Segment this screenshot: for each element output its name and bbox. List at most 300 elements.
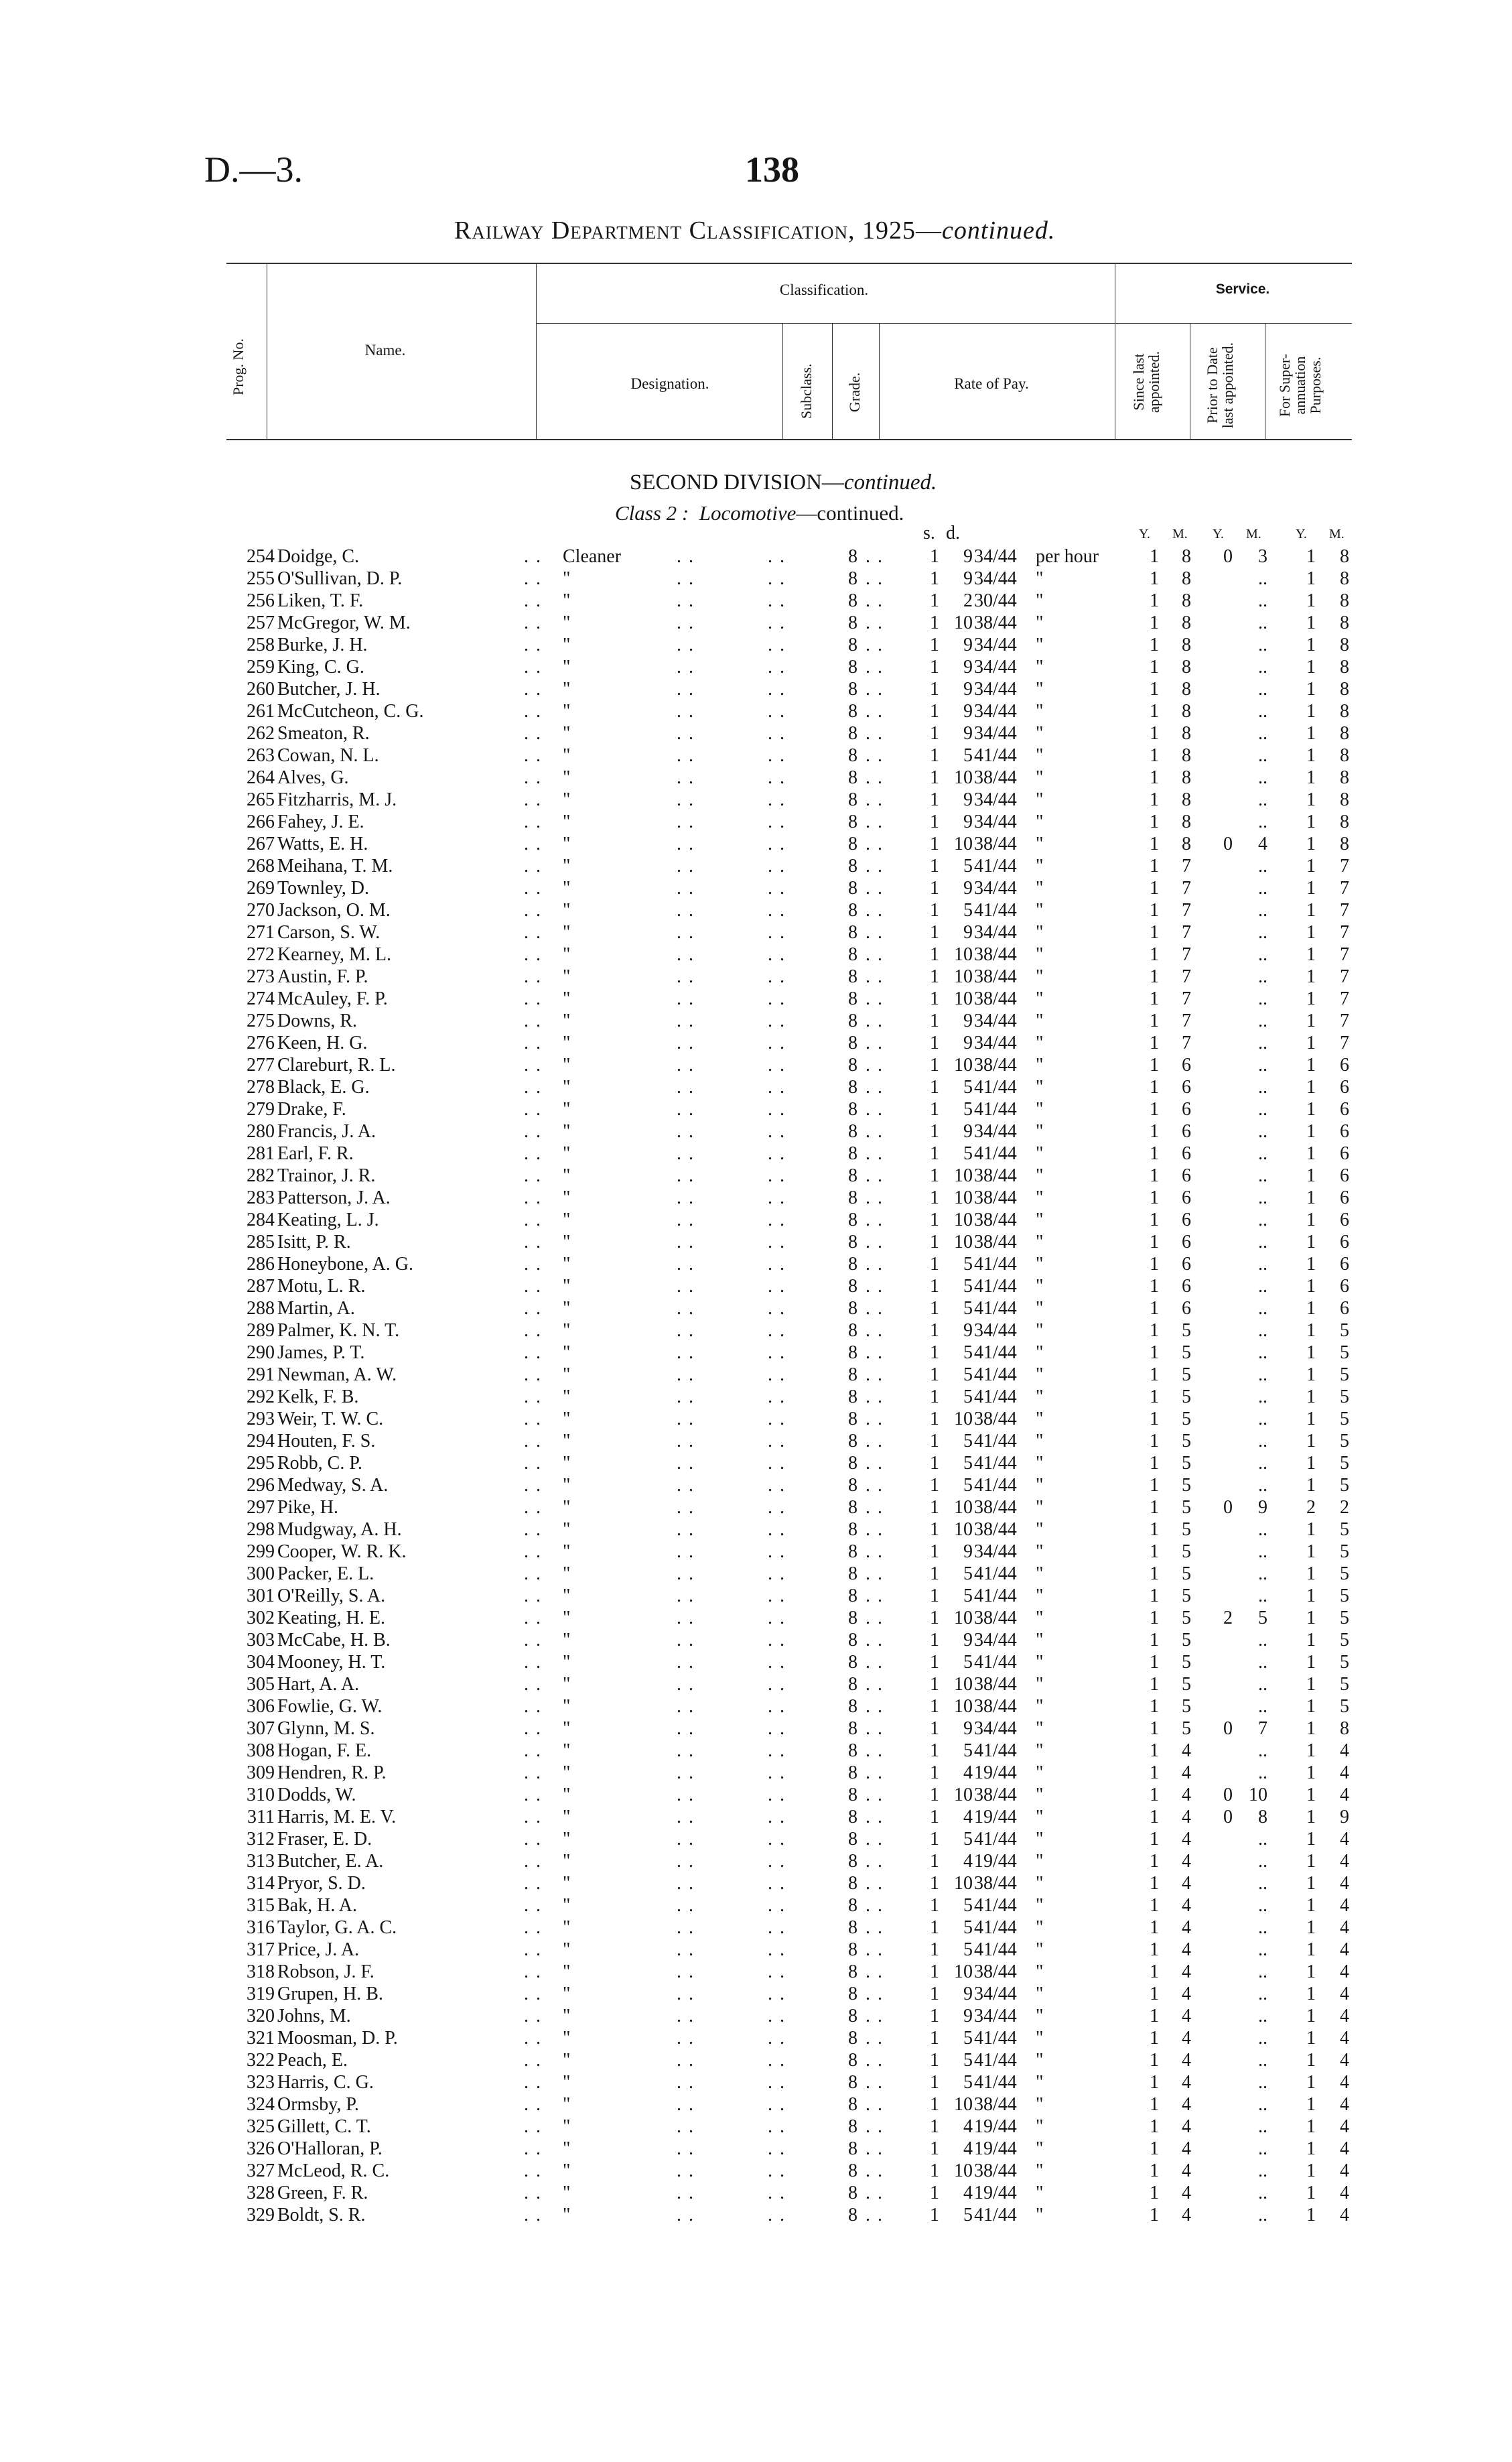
super-months: 7 — [1340, 878, 1349, 899]
pay-pence: 10 — [954, 1409, 973, 1429]
leader-dots: . . — [524, 2028, 542, 2049]
since-months: 5 — [1182, 1563, 1191, 1584]
designation: " — [563, 1298, 571, 1319]
subclass: 8 — [848, 1409, 857, 1429]
name: Peach, E. — [277, 2050, 348, 2071]
table-row — [0, 1850, 1512, 1872]
pay-pence: 9 — [963, 1121, 973, 1142]
leader-dots: . . — [677, 745, 695, 766]
prog-no: 275 — [247, 1011, 275, 1031]
name: Keating, H. E. — [277, 1608, 385, 1628]
leader-dots: . . — [524, 1165, 542, 1186]
name: Drake, F. — [277, 1099, 346, 1120]
subclass: 8 — [848, 1232, 857, 1252]
name: Houten, F. S. — [277, 1431, 376, 1451]
pay-pence: 10 — [954, 612, 973, 633]
leader-dots: . . — [768, 2205, 786, 2225]
pay-pence: 5 — [963, 1364, 973, 1385]
since-years: 1 — [1150, 1210, 1159, 1230]
leader-dots: . . — [677, 1099, 695, 1120]
subclass: 8 — [848, 1475, 857, 1496]
subclass: 8 — [848, 1298, 857, 1319]
subclass: 8 — [848, 1254, 857, 1275]
leader-dots: . . — [677, 1475, 695, 1496]
prior-months: .. — [1258, 1276, 1267, 1297]
subclass: 8 — [848, 1984, 857, 2004]
subclass: 8 — [848, 922, 857, 943]
leader-dots: . . — [768, 1497, 786, 1518]
for-super-header: For Super-annuation Purposes. — [1276, 353, 1324, 417]
pay-pence: 9 — [963, 701, 973, 722]
name: Cowan, N. L. — [277, 745, 379, 766]
prior-months: 3 — [1258, 546, 1267, 567]
pay-fraction: 34/44 — [974, 1541, 1017, 1562]
pay-fraction: 38/44 — [974, 1232, 1017, 1252]
pay-pence: 5 — [963, 2205, 973, 2225]
table-row — [0, 568, 1512, 590]
prior-months: .. — [1258, 988, 1267, 1009]
leader-dots: . . — [524, 2050, 542, 2071]
leader-dots: . . — [524, 2072, 542, 2093]
leader-dots: . . — [866, 2050, 884, 2071]
leader-dots: . . — [677, 1320, 695, 1341]
pay-shillings: 1 — [930, 878, 939, 899]
pay-period: " — [1036, 1453, 1044, 1474]
leader-dots: . . — [768, 1320, 786, 1341]
pay-period: " — [1036, 856, 1044, 877]
name: Harris, M. E. V. — [277, 1807, 397, 1827]
pay-shillings: 1 — [930, 1630, 939, 1650]
subclass: 8 — [848, 1143, 857, 1164]
super-years: 1 — [1306, 1939, 1316, 1960]
pay-period: " — [1036, 1519, 1044, 1540]
subclass: 8 — [848, 1210, 857, 1230]
leader-dots: . . — [866, 1541, 884, 1562]
table-row — [0, 744, 1512, 767]
pay-period: " — [1036, 1254, 1044, 1275]
subclass: 8 — [848, 1165, 857, 1186]
super-months: 6 — [1340, 1298, 1349, 1319]
table-row — [0, 1939, 1512, 1961]
leader-dots: . . — [677, 966, 695, 987]
name: O'Sullivan, D. P. — [277, 568, 403, 589]
pay-pence: 9 — [963, 2006, 973, 2026]
name: Kelk, F. B. — [277, 1386, 359, 1407]
pay-shillings: 1 — [930, 856, 939, 877]
pay-fraction: 41/44 — [974, 1475, 1017, 1496]
service-rule — [1115, 323, 1352, 324]
designation: " — [563, 1077, 571, 1098]
prior-months: .. — [1258, 1563, 1267, 1584]
leader-dots: . . — [866, 1431, 884, 1451]
super-months: 4 — [1340, 1917, 1349, 1938]
super-years: 1 — [1306, 1519, 1316, 1540]
leader-dots: . . — [677, 1386, 695, 1407]
leader-dots: . . — [524, 701, 542, 722]
subclass: 8 — [848, 2183, 857, 2203]
since-years: 1 — [1150, 1232, 1159, 1252]
since-years: 1 — [1150, 1630, 1159, 1650]
leader-dots: . . — [866, 2205, 884, 2225]
section-subtitle — [615, 501, 904, 525]
leader-dots: . . — [768, 1254, 786, 1275]
leader-dots: . . — [866, 1762, 884, 1783]
pay-fraction: 38/44 — [974, 1210, 1017, 1230]
prior-months: .. — [1258, 1232, 1267, 1252]
pay-pence: 4 — [963, 1851, 973, 1872]
leader-dots: . . — [866, 723, 884, 744]
pay-shillings: 1 — [930, 745, 939, 766]
since-months: 6 — [1182, 1254, 1191, 1275]
designation: " — [563, 1364, 571, 1385]
super-months: 7 — [1340, 856, 1349, 877]
pay-shillings: 1 — [930, 679, 939, 700]
table-row — [0, 877, 1512, 899]
subclass: 8 — [848, 966, 857, 987]
super-years: 2 — [1306, 1497, 1316, 1518]
leader-dots: . . — [768, 1165, 786, 1186]
leader-dots: . . — [677, 1851, 695, 1872]
leader-dots: . . — [866, 1011, 884, 1031]
leader-dots: . . — [524, 1232, 542, 1252]
table-row — [0, 1231, 1512, 1253]
prior-months: .. — [1258, 745, 1267, 766]
prog-no: 265 — [247, 789, 275, 810]
leader-dots: . . — [866, 568, 884, 589]
since-years: 1 — [1150, 679, 1159, 700]
pay-fraction: 41/44 — [974, 1143, 1017, 1164]
leader-dots: . . — [768, 1055, 786, 1076]
table-row — [0, 1165, 1512, 1187]
leader-dots: . . — [866, 1386, 884, 1407]
unit-years: Y. — [1139, 527, 1150, 541]
since-years: 1 — [1150, 2116, 1159, 2137]
leader-dots: . . — [866, 1585, 884, 1606]
super-years: 1 — [1306, 1652, 1316, 1673]
subclass: 8 — [848, 2050, 857, 2071]
name: Dodds, W. — [277, 1785, 356, 1805]
subclass: 8 — [848, 1807, 857, 1827]
leader-dots: . . — [768, 1696, 786, 1717]
pay-period: " — [1036, 2050, 1044, 2071]
super-months: 4 — [1340, 2050, 1349, 2071]
leader-dots: . . — [768, 1873, 786, 1894]
pay-pence: 9 — [963, 1320, 973, 1341]
pay-fraction: 34/44 — [974, 657, 1017, 677]
designation: " — [563, 1895, 571, 1916]
leader-dots: . . — [866, 2028, 884, 2049]
prog-no: 305 — [247, 1674, 275, 1695]
prog-no: 325 — [247, 2116, 275, 2137]
pay-fraction: 41/44 — [974, 1917, 1017, 1938]
table-row — [0, 722, 1512, 744]
leader-dots: . . — [524, 767, 542, 788]
super-months: 8 — [1340, 745, 1349, 766]
pay-period: " — [1036, 2160, 1044, 2181]
designation: " — [563, 1099, 571, 1120]
prior-months: .. — [1258, 1187, 1267, 1208]
super-months: 4 — [1340, 2006, 1349, 2026]
designation: " — [563, 2138, 571, 2159]
subclass: 8 — [848, 1873, 857, 1894]
leader-dots: . . — [768, 1143, 786, 1164]
leader-dots: . . — [524, 1608, 542, 1628]
unit-months: M. — [1172, 527, 1188, 541]
name: Hogan, F. E. — [277, 1740, 372, 1761]
since-years: 1 — [1150, 1829, 1159, 1850]
leader-dots: . . — [677, 1431, 695, 1451]
leader-dots: . . — [768, 1409, 786, 1429]
pay-fraction: 19/44 — [974, 2116, 1017, 2137]
designation: " — [563, 1431, 571, 1451]
designation: " — [563, 1143, 571, 1164]
table-row — [0, 1983, 1512, 2005]
pay-period: " — [1036, 1475, 1044, 1496]
since-months: 6 — [1182, 1210, 1191, 1230]
leader-dots: . . — [866, 701, 884, 722]
designation: " — [563, 1165, 571, 1186]
subclass: 8 — [848, 2028, 857, 2049]
since-months: 7 — [1182, 922, 1191, 943]
prior-months: .. — [1258, 1298, 1267, 1319]
leader-dots: . . — [677, 812, 695, 832]
name: Fitzharris, M. J. — [277, 789, 397, 810]
pay-fraction: 34/44 — [974, 922, 1017, 943]
name: Glynn, M. S. — [277, 1718, 375, 1739]
super-years: 1 — [1306, 1984, 1316, 2004]
leader-dots: . . — [866, 1210, 884, 1230]
name: Earl, F. R. — [277, 1143, 354, 1164]
super-months: 6 — [1340, 1121, 1349, 1142]
pay-period: " — [1036, 1718, 1044, 1739]
leader-dots: . . — [866, 1187, 884, 1208]
table-row — [0, 1718, 1512, 1740]
leader-dots: . . — [677, 1453, 695, 1474]
table-row — [0, 1032, 1512, 1054]
pay-pence: 5 — [963, 1099, 973, 1120]
prog-no: 288 — [247, 1298, 275, 1319]
since-months: 8 — [1182, 612, 1191, 633]
table-row — [0, 1187, 1512, 1209]
leader-dots: . . — [524, 1652, 542, 1673]
table-row — [0, 1474, 1512, 1496]
pay-pence: 9 — [963, 657, 973, 677]
leader-dots: . . — [677, 1807, 695, 1827]
leader-dots: . . — [677, 1364, 695, 1385]
since-months: 4 — [1182, 2072, 1191, 2093]
since-years: 1 — [1150, 1917, 1159, 1938]
prior-months: 5 — [1258, 1608, 1267, 1628]
name: Medway, S. A. — [277, 1475, 389, 1496]
since-months: 5 — [1182, 1342, 1191, 1363]
leader-dots: . . — [866, 1961, 884, 1982]
pay-period: " — [1036, 2116, 1044, 2137]
table-row — [0, 921, 1512, 944]
pay-pence: 10 — [954, 944, 973, 965]
pay-shillings: 1 — [930, 1895, 939, 1916]
super-months: 6 — [1340, 1055, 1349, 1076]
leader-dots: . . — [677, 2094, 695, 2115]
subclass: 8 — [848, 2116, 857, 2137]
pay-period: " — [1036, 1984, 1044, 2004]
super-months: 8 — [1340, 789, 1349, 810]
pay-pence: 5 — [963, 1939, 973, 1960]
leader-dots: . . — [524, 1895, 542, 1916]
pay-pence: 5 — [963, 856, 973, 877]
leader-dots: . . — [524, 1563, 542, 1584]
since-months: 5 — [1182, 1630, 1191, 1650]
leader-dots: . . — [524, 1431, 542, 1451]
prior-months: .. — [1258, 1585, 1267, 1606]
pay-fraction: 38/44 — [974, 612, 1017, 633]
prior-months: .. — [1258, 1917, 1267, 1938]
leader-dots: . . — [677, 1762, 695, 1783]
leader-dots: . . — [677, 546, 695, 567]
leader-dots: . . — [524, 1364, 542, 1385]
name: Ormsby, P. — [277, 2094, 359, 2115]
pay-period: " — [1036, 812, 1044, 832]
subclass: 8 — [848, 1453, 857, 1474]
pay-period: " — [1036, 2006, 1044, 2026]
prior-to-header: Prior to Date last appointed. — [1204, 342, 1237, 429]
since-years: 1 — [1150, 1674, 1159, 1695]
since-years: 1 — [1150, 2138, 1159, 2159]
name: Butcher, J. H. — [277, 679, 381, 700]
pay-period: " — [1036, 1917, 1044, 1938]
since-years: 1 — [1150, 657, 1159, 677]
leader-dots: . . — [866, 1276, 884, 1297]
leader-dots: . . — [524, 1210, 542, 1230]
leader-dots: . . — [768, 679, 786, 700]
header-divider — [782, 323, 783, 439]
leader-dots: . . — [866, 1674, 884, 1695]
prog-no: 279 — [247, 1099, 275, 1120]
leader-dots: . . — [866, 1077, 884, 1098]
since-years: 1 — [1150, 1077, 1159, 1098]
since-months: 5 — [1182, 1320, 1191, 1341]
prog-no: 258 — [247, 635, 275, 655]
pay-fraction: 41/44 — [974, 2050, 1017, 2071]
leader-dots: . . — [524, 1718, 542, 1739]
pay-shillings: 1 — [930, 1851, 939, 1872]
class-suffix: —continued. — [796, 501, 904, 525]
page-number: 138 — [745, 149, 799, 190]
designation: " — [563, 1851, 571, 1872]
pay-period: " — [1036, 1187, 1044, 1208]
table-body — [0, 545, 1512, 2226]
since-months: 6 — [1182, 1298, 1191, 1319]
pay-period: " — [1036, 568, 1044, 589]
subclass: 8 — [848, 679, 857, 700]
pay-pence: 9 — [963, 1541, 973, 1562]
prior-months: .. — [1258, 1210, 1267, 1230]
leader-dots: . . — [768, 1961, 786, 1982]
pay-shillings: 1 — [930, 1011, 939, 1031]
leader-dots: . . — [768, 1563, 786, 1584]
prog-no: 313 — [247, 1851, 275, 1872]
pay-period: " — [1036, 1541, 1044, 1562]
prog-no: 260 — [247, 679, 275, 700]
leader-dots: . . — [677, 1342, 695, 1363]
pay-fraction: 30/44 — [974, 590, 1017, 611]
leader-dots: . . — [768, 2116, 786, 2137]
name: Burke, J. H. — [277, 635, 368, 655]
pay-shillings: 1 — [930, 1099, 939, 1120]
pay-fraction: 41/44 — [974, 2028, 1017, 2049]
pay-shillings: 1 — [930, 1187, 939, 1208]
table-row — [0, 1917, 1512, 1939]
pay-period: " — [1036, 1652, 1044, 1673]
super-years: 1 — [1306, 1608, 1316, 1628]
name: Townley, D. — [277, 878, 369, 899]
super-years: 1 — [1306, 1121, 1316, 1142]
subclass: 8 — [848, 723, 857, 744]
designation: " — [563, 635, 571, 655]
leader-dots: . . — [866, 1165, 884, 1186]
leader-dots: . . — [768, 1364, 786, 1385]
subclass: 8 — [848, 988, 857, 1009]
super-years: 1 — [1306, 944, 1316, 965]
name: Mudgway, A. H. — [277, 1519, 402, 1540]
leader-dots: . . — [524, 812, 542, 832]
pay-pence: 5 — [963, 1829, 973, 1850]
table-row — [0, 1496, 1512, 1518]
prior-months: .. — [1258, 812, 1267, 832]
pay-shillings: 1 — [930, 966, 939, 987]
name: Liken, T. F. — [277, 590, 364, 611]
since-years: 1 — [1150, 1099, 1159, 1120]
since-months: 7 — [1182, 856, 1191, 877]
table-row — [0, 678, 1512, 700]
pay-shillings: 1 — [930, 834, 939, 854]
leader-dots: . . — [524, 1099, 542, 1120]
pay-fraction: 41/44 — [974, 1254, 1017, 1275]
prog-no: 274 — [247, 988, 275, 1009]
prior-months: 7 — [1258, 1718, 1267, 1739]
since-years: 1 — [1150, 1608, 1159, 1628]
pay-shillings: 1 — [930, 2116, 939, 2137]
pay-shillings: 1 — [930, 1585, 939, 1606]
name: Jackson, O. M. — [277, 900, 391, 921]
leader-dots: . . — [677, 1519, 695, 1540]
super-years: 1 — [1306, 1364, 1316, 1385]
since-years: 1 — [1150, 2094, 1159, 2115]
prog-no: 320 — [247, 2006, 275, 2026]
table-row — [0, 1430, 1512, 1452]
table-row — [0, 811, 1512, 833]
super-years: 1 — [1306, 568, 1316, 589]
table-row — [0, 1762, 1512, 1784]
section-division: SECOND DIVISION— — [630, 470, 844, 495]
rate-of-pay-header: Rate of Pay. — [954, 375, 1029, 392]
subclass: 8 — [848, 1497, 857, 1518]
classification-header: Classification. — [779, 281, 869, 298]
leader-dots: . . — [768, 1121, 786, 1142]
super-years: 1 — [1306, 1011, 1316, 1031]
pay-shillings: 1 — [930, 1652, 939, 1673]
pay-fraction: 38/44 — [974, 1409, 1017, 1429]
designation: " — [563, 1740, 571, 1761]
leader-dots: . . — [866, 1320, 884, 1341]
prior-months: 4 — [1258, 834, 1267, 854]
prior-months: .. — [1258, 1409, 1267, 1429]
pay-fraction: 41/44 — [974, 1563, 1017, 1584]
since-months: 6 — [1182, 1121, 1191, 1142]
designation: " — [563, 834, 571, 854]
designation: " — [563, 944, 571, 965]
super-years: 1 — [1306, 878, 1316, 899]
table-row — [0, 2116, 1512, 2138]
